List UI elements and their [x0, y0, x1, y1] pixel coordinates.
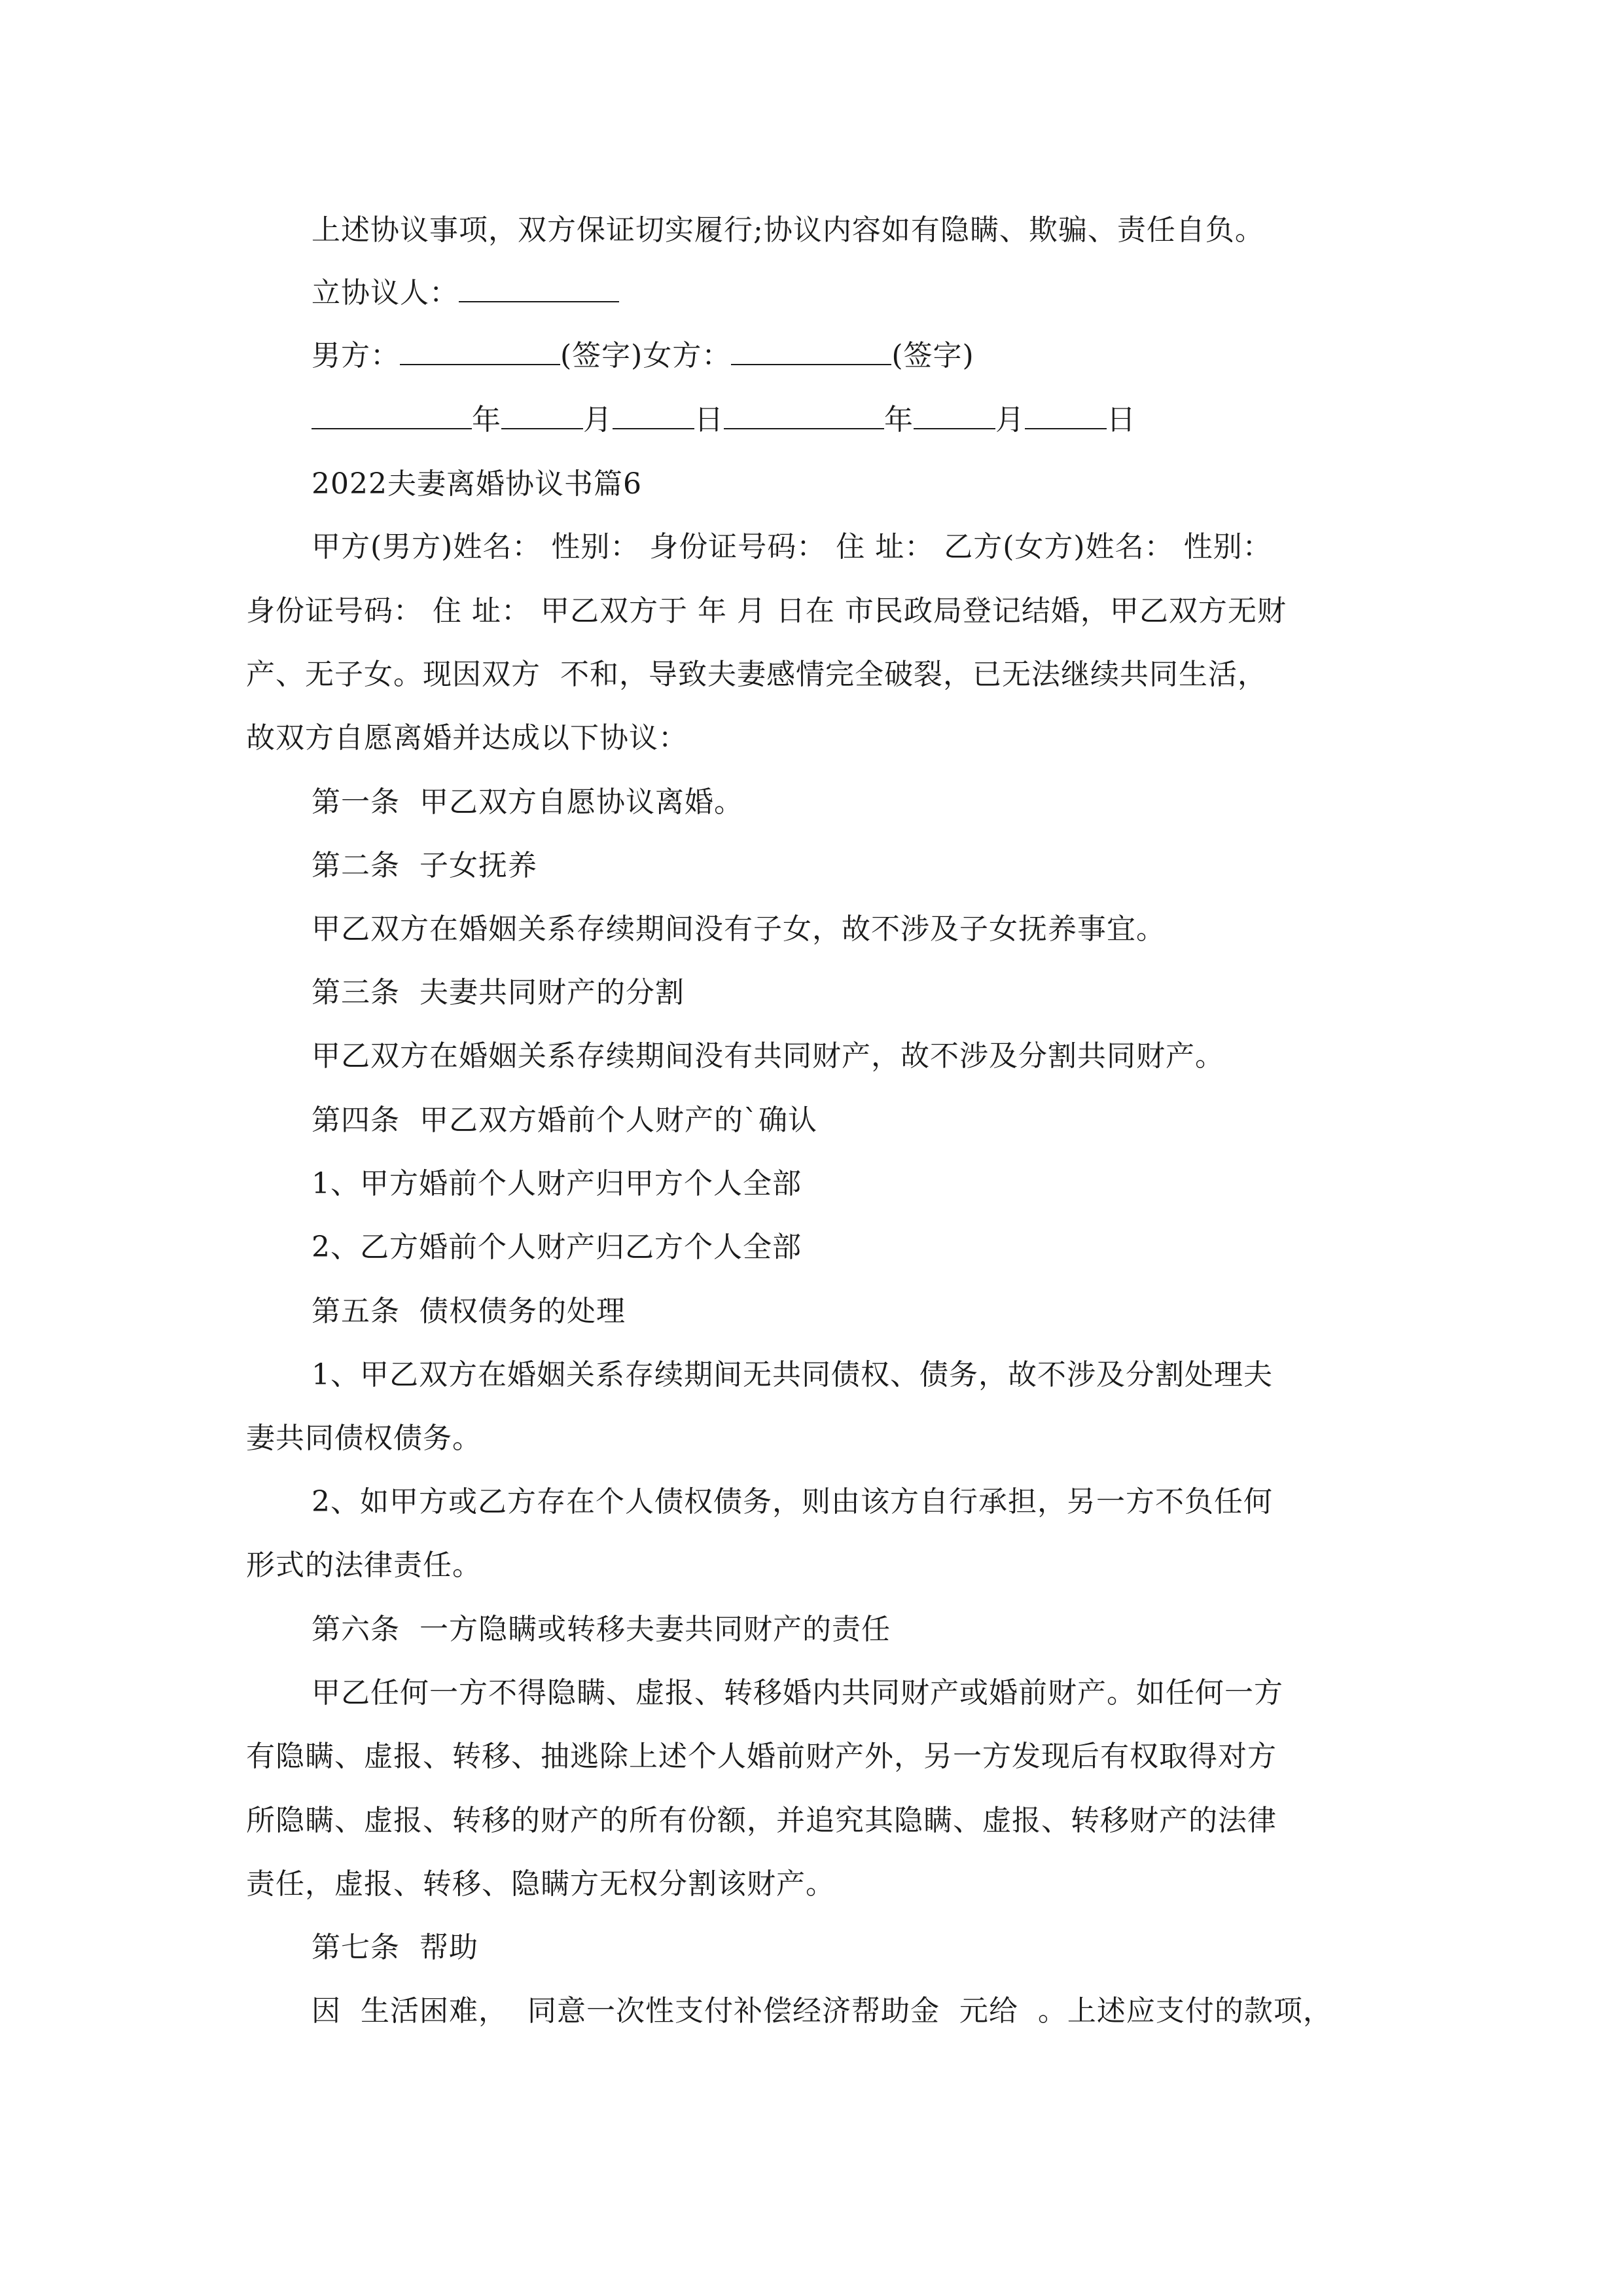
paragraph-line: 甲乙任何一方不得隐瞒、虚报、转移婚内共同财产或婚前财产。如任何一方	[312, 1676, 1283, 1710]
list-item: 2、乙方婚前个人财产归乙方个人全部	[312, 1230, 802, 1264]
month-label: 月	[583, 403, 613, 437]
month-label: 月	[995, 403, 1025, 437]
paragraph-line: 甲乙双方在婚姻关系存续期间没有共同财产，故不涉及分割共同财产。	[312, 1039, 1224, 1073]
article-heading: 第一条 甲乙双方自愿协议离婚。	[312, 785, 743, 819]
paragraph-line: 甲乙双方在婚姻关系存续期间没有子女，故不涉及子女抚养事宜。	[312, 912, 1166, 946]
list-item: 1、甲方婚前个人财产归甲方个人全部	[312, 1167, 802, 1200]
paragraph-line: 因 生活困难， 同意一次性支付补偿经济帮助金 元给 。上述应支付的款项，	[312, 1994, 1332, 2028]
day-blank	[613, 403, 694, 429]
article-heading: 第六条 一方隐瞒或转移夫妻共同财产的责任	[312, 1613, 891, 1646]
article-heading: 第二条 子女抚养	[312, 849, 537, 882]
year-blank	[312, 403, 472, 429]
paragraph-line: 身份证号码： 住 址： 甲乙双方于 年 月 日在 市民政局登记结婚，甲乙双方无财	[246, 594, 1287, 628]
list-item: 1、甲乙双方在婚姻关系存续期间无共同债权、债务，故不涉及分割处理夫	[312, 1358, 1273, 1391]
paragraph-line: 责任，虚报、转移、隐瞒方无权分割该财产。	[246, 1867, 835, 1901]
signatory-label: 立协议人：	[312, 276, 459, 310]
paragraph-line: 故双方自愿离婚并达成以下协议：	[246, 721, 688, 755]
paragraph-line: 有隐瞒、虚报、转移、抽逃除上述个人婚前财产外，另一方发现后有权取得对方	[246, 1740, 1277, 1773]
article-heading: 第七条 帮助	[312, 1931, 478, 1964]
article-heading: 第三条 夫妻共同财产的分割	[312, 976, 685, 1009]
sign-female-label: (签字)女方：	[560, 339, 732, 372]
signature-blank	[459, 276, 619, 302]
day-label: 日	[694, 403, 724, 437]
signatory-line	[312, 274, 619, 313]
article-heading: 第五条 债权债务的处理	[312, 1295, 626, 1328]
signature-line	[312, 336, 974, 376]
paragraph-line: 甲方(男方)姓名： 性别： 身份证号码： 住 址： 乙方(女方)姓名： 性别：	[312, 530, 1272, 564]
day-blank	[1025, 403, 1107, 429]
sign-label: (签字)	[891, 339, 974, 372]
date-line	[312, 401, 1136, 440]
list-item: 2、如甲方或乙方存在个人债权债务，则由该方自行承担，另一方不负任何	[312, 1485, 1273, 1518]
day-label: 日	[1107, 403, 1136, 437]
month-blank	[914, 403, 995, 429]
year-label: 年	[472, 403, 501, 437]
paragraph-line: 妻共同债权债务。	[246, 1422, 482, 1455]
female-signature-blank	[731, 339, 891, 365]
paragraph-line: 所隐瞒、虚报、转移的财产的所有份额，并追究其隐瞒、虚报、转移财产的法律	[246, 1804, 1277, 1837]
paragraph-line: 上述协议事项，双方保证切实履行;协议内容如有隐瞒、欺骗、责任自负。	[312, 213, 1264, 247]
month-blank	[501, 403, 583, 429]
year-label: 年	[884, 403, 914, 437]
year-blank	[724, 403, 884, 429]
paragraph-line: 产、无子女。现因双方 不和，导致夫妻感情完全破裂，已无法继续共同生活，	[246, 658, 1267, 691]
male-label: 男方：	[312, 339, 400, 372]
paragraph-line: 形式的法律责任。	[246, 1549, 482, 1582]
male-signature-blank	[400, 339, 560, 365]
section-title: 2022夫妻离婚协议书篇6	[312, 467, 642, 501]
article-heading: 第四条 甲乙双方婚前个人财产的`确认	[312, 1103, 817, 1137]
